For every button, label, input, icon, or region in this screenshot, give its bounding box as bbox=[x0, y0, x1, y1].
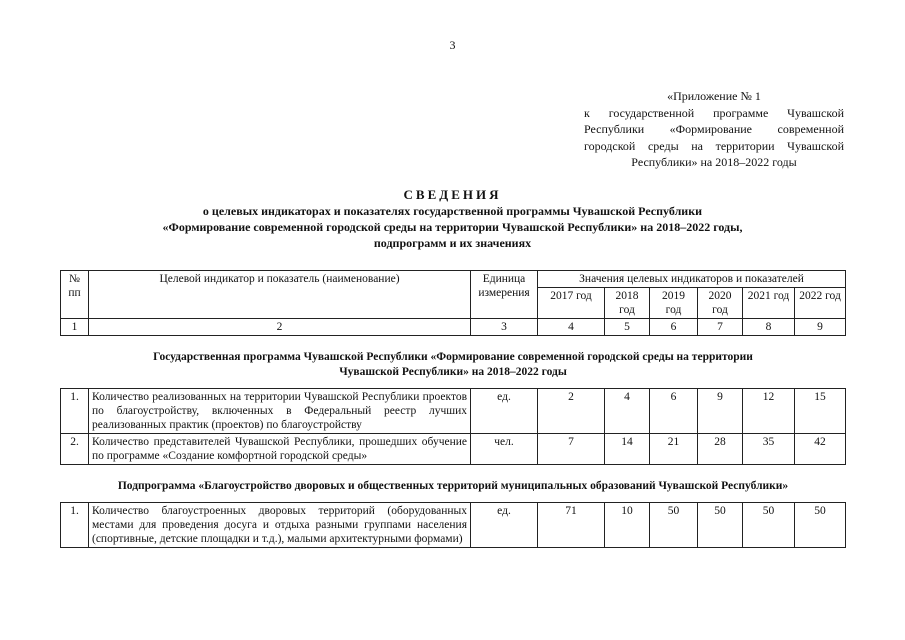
header-year: 2019 год bbox=[650, 288, 698, 319]
document-heading bbox=[0, 187, 905, 251]
section-title: Подпрограмма «Благоустройство дворовых и общественных территорий муниципальных образований Чувашской Республики» bbox=[61, 465, 846, 503]
column-index: 8 bbox=[743, 319, 795, 336]
value-cell: 14 bbox=[605, 434, 650, 465]
unit-cell: ед. bbox=[471, 503, 538, 548]
appendix-line: Республики» на 2018–2022 годы bbox=[631, 155, 797, 169]
value-cell: 9 bbox=[698, 389, 743, 434]
heading-title: СВЕДЕНИЯ bbox=[403, 187, 502, 202]
column-index: 5 bbox=[605, 319, 650, 336]
value-cell: 6 bbox=[650, 389, 698, 434]
header-year: 2021 год bbox=[743, 288, 795, 319]
appendix-note bbox=[584, 88, 844, 171]
column-index: 3 bbox=[471, 319, 538, 336]
column-index-row bbox=[61, 319, 846, 336]
header-year: 2022 год bbox=[795, 288, 846, 319]
column-index: 1 bbox=[61, 319, 89, 336]
indicator-name: Количество представителей Чувашской Республики, прошедших обучение по программе «Создание комфортной городской среды» bbox=[89, 434, 471, 465]
value-cell: 28 bbox=[698, 434, 743, 465]
value-cell: 10 bbox=[605, 503, 650, 548]
value-cell: 35 bbox=[743, 434, 795, 465]
heading-line: «Формирование современной городской среды на территории Чувашской Республики» на 2018–2022 годы, bbox=[162, 220, 743, 234]
section-title: Государственная программа Чувашской Республики «Формирование современной городской среды на территории Чувашской Республики» на 2018–2022 годы bbox=[61, 336, 846, 389]
heading-line: о целевых индикаторах и показателях государственной программы Чувашской Республики bbox=[202, 204, 703, 218]
column-index: 6 bbox=[650, 319, 698, 336]
header-unit: Единица измерения bbox=[471, 271, 538, 319]
column-index: 7 bbox=[698, 319, 743, 336]
row-number: 2. bbox=[61, 434, 89, 465]
value-cell: 50 bbox=[698, 503, 743, 548]
appendix-line: «Приложение № 1 bbox=[667, 89, 761, 103]
unit-cell: чел. bbox=[471, 434, 538, 465]
value-cell: 50 bbox=[650, 503, 698, 548]
row-number: 1. bbox=[61, 503, 89, 548]
header-values-group: Значения целевых индикаторов и показателей bbox=[538, 271, 846, 288]
appendix-line: городской среды на территории Чувашской bbox=[584, 138, 844, 153]
value-cell: 7 bbox=[538, 434, 605, 465]
value-cell: 15 bbox=[795, 389, 846, 434]
column-index: 2 bbox=[89, 319, 471, 336]
indicator-name: Количество благоустроенных дворовых территорий (оборудованных местами для проведения досуга и отдыха разными группами населения (спортивные, детские площадки и т.д.), малыми архитектурными формами) bbox=[89, 503, 471, 548]
value-cell: 4 bbox=[605, 389, 650, 434]
appendix-line: к государственной программе Чувашской bbox=[584, 105, 844, 120]
heading-line: подпрограмм и их значениях bbox=[373, 236, 532, 250]
column-index: 9 bbox=[795, 319, 846, 336]
header-year: 2018 год bbox=[605, 288, 650, 319]
table-row bbox=[61, 503, 846, 548]
section-row bbox=[61, 336, 846, 389]
value-cell: 71 bbox=[538, 503, 605, 548]
page-number: 3 bbox=[449, 38, 456, 52]
header-year: 2017 год bbox=[538, 288, 605, 319]
value-cell: 2 bbox=[538, 389, 605, 434]
table-row bbox=[61, 389, 846, 434]
value-cell: 12 bbox=[743, 389, 795, 434]
header-year: 2020 год bbox=[698, 288, 743, 319]
indicators-table bbox=[60, 270, 846, 548]
value-cell: 21 bbox=[650, 434, 698, 465]
indicator-name: Количество реализованных на территории Чувашской Республики проектов по благоустройству, включенных в Федеральный реестр лучших реализованных практик (проектов) по благоустройству bbox=[89, 389, 471, 434]
column-index: 4 bbox=[538, 319, 605, 336]
unit-cell: ед. bbox=[471, 389, 538, 434]
header-name: Целевой индикатор и показатель (наименование) bbox=[89, 271, 471, 319]
row-number: 1. bbox=[61, 389, 89, 434]
table-header-row bbox=[61, 271, 846, 288]
value-cell: 50 bbox=[743, 503, 795, 548]
header-num: № пп bbox=[61, 271, 89, 319]
value-cell: 42 bbox=[795, 434, 846, 465]
table-row bbox=[61, 434, 846, 465]
value-cell: 50 bbox=[795, 503, 846, 548]
appendix-line: Республики «Формирование современной bbox=[584, 122, 844, 136]
section-row bbox=[61, 465, 846, 503]
